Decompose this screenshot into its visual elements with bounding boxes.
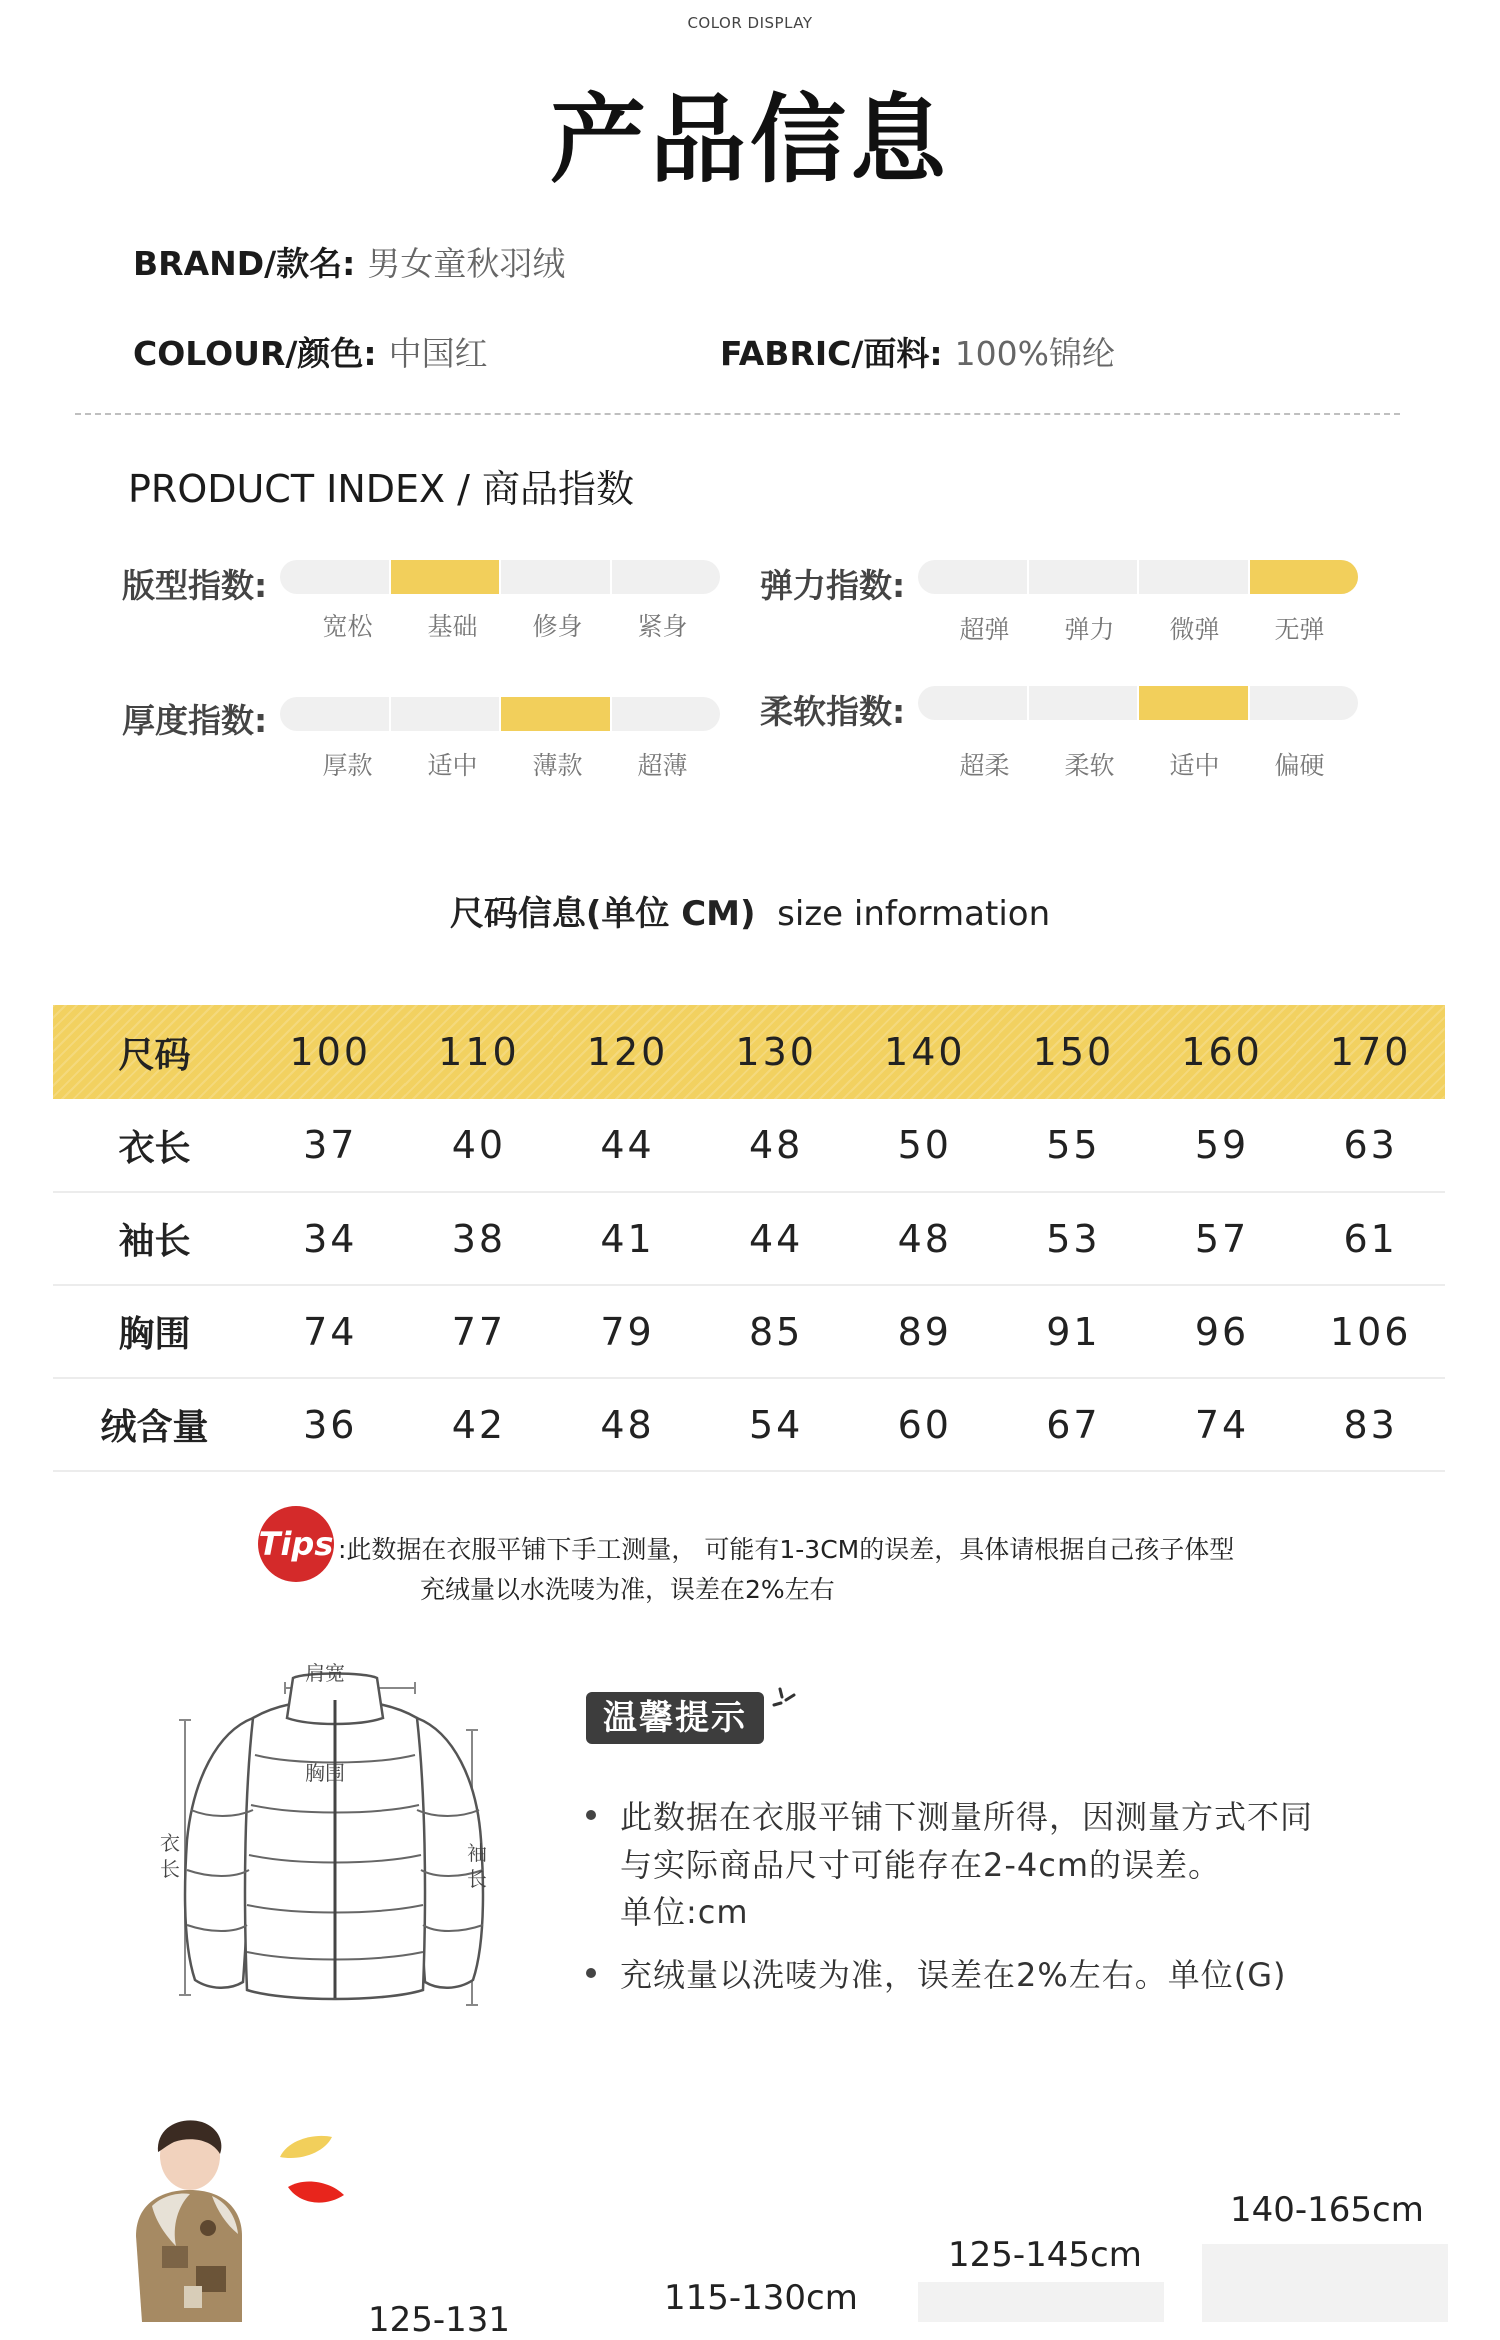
tips-text-line2: 充绒量以水洗唛为准，误差在2%左右 [420,1575,835,1604]
index-tick: 偏硬 [1274,751,1325,780]
index-tick: 超弹 [959,615,1010,644]
brand-row [133,238,565,285]
index-tick: 弹力 [1064,615,1115,644]
table-cell: 67 [1046,1402,1101,1447]
table-cell: 79 [600,1309,655,1354]
height-range-label: 125-145cm [948,2235,1142,2275]
index-tick: 宽松 [322,612,373,641]
brand-value: 男女童秋羽绒 [367,244,566,283]
index-tick: 修身 [532,612,583,641]
size-info-heading [0,886,1500,935]
product-index-title: PRODUCT INDEX / 商品指数 [128,467,635,511]
table-cell: 44 [600,1123,655,1167]
index-tick: 紧身 [637,612,688,641]
table-cell: 89 [897,1309,952,1354]
warm-tip-line: 此数据在衣服平铺下测量所得，因测量方式不同 [620,1798,1314,1836]
diagram-sleeve-label-top: 袖 [467,1841,487,1865]
table-cell: 63 [1343,1123,1398,1167]
table-cell: 106 [1329,1309,1412,1354]
index-tick: 柔软 [1064,751,1115,780]
index-segment [1250,686,1359,720]
bullet-dot [586,1810,596,1820]
header-cell: 140 [884,1030,966,1074]
table-cell: 42 [451,1402,507,1447]
index-segment [1139,686,1250,720]
softness-index-ticks [932,746,1352,782]
bullet-dot [586,1968,596,1978]
thickness-index-ticks [295,746,715,782]
sparkle-icon [770,1685,800,1715]
table-row [53,1099,1445,1192]
height-range-label: 140-165cm [1230,2190,1424,2230]
tips-text-line1: :此数据在衣服平铺下手工测量， 可能有1-3CM的误差，具体请根据自己孩子体型 [338,1535,1235,1564]
index-segment [1029,560,1140,594]
header-cell: 130 [735,1030,817,1074]
height-range-label: 115-130cm [664,2278,858,2318]
index-segment [280,697,391,731]
warm-tip-line: 单位:cm [620,1893,749,1931]
fabric-label: FABRIC/面料: [720,334,943,373]
table-cell: 41 [600,1216,655,1261]
table-cell: 54 [749,1402,804,1447]
colour-value: 中国红 [388,334,488,373]
index-tick: 微弹 [1169,615,1220,644]
index-segment [501,697,612,731]
index-tick: 基础 [427,612,478,641]
index-tick: 适中 [427,751,478,780]
colour-label: COLOUR/颜色: [133,334,377,373]
table-cell: 53 [1046,1216,1101,1261]
table-cell: 60 [897,1402,952,1447]
table-cell: 48 [749,1123,804,1167]
elastic-index-bar [918,560,1358,594]
fit-index-bar [280,560,720,594]
dashed-divider [75,413,1400,415]
index-tick: 适中 [1169,751,1220,780]
table-cell: 34 [303,1216,358,1261]
fabric-value: 100%锦纶 [954,334,1115,373]
index-segment [918,560,1029,594]
size-table [53,1005,1445,1472]
table-cell: 50 [897,1123,952,1167]
table-cell: 96 [1194,1309,1250,1354]
child-model-photo [122,2116,242,2322]
page-title: 产品信息 [550,84,950,196]
diagram-chest-label: 胸围 [305,1761,345,1785]
softness-index-label: 柔软指数: [760,692,906,731]
height-step-block [918,2282,1164,2322]
index-segment [280,560,391,594]
elastic-index-ticks [932,610,1352,646]
row-label: 衣长 [118,1127,191,1169]
warm-tip-line: 与实际商品尺寸可能存在2-4cm的误差。 [620,1846,1222,1884]
header-cell: 160 [1181,1030,1263,1074]
index-segment [612,697,721,731]
row-label: 绒含量 [100,1407,209,1448]
softness-index-bar [918,686,1358,720]
table-cell: 48 [600,1402,655,1447]
table-cell: 59 [1194,1123,1250,1167]
index-segment [391,697,502,731]
fit-index-ticks [295,607,715,643]
table-cell: 74 [303,1309,358,1354]
header-cell: 尺码 [118,1034,191,1076]
index-segment [918,686,1029,720]
warm-tip-line: 充绒量以洗唛为准，误差在2%左右。单位(G) [620,1956,1287,1994]
header-cell: 170 [1329,1030,1412,1074]
index-tick: 超柔 [959,751,1010,780]
table-cell: 83 [1343,1402,1398,1447]
diagram-shoulder-label: 肩宽 [305,1661,345,1685]
diagram-sleeve-label-bottom: 长 [467,1867,487,1891]
table-cell: 77 [451,1309,507,1354]
tips-badge: Tips [258,1506,334,1582]
warm-tips-badge: 温馨提示 [586,1692,764,1744]
fabric-row [720,328,1115,375]
index-segment [391,560,502,594]
table-cell: 91 [1046,1309,1101,1354]
table-cell: 48 [897,1216,952,1261]
colour-row [133,328,488,375]
height-range-label: 125-131 [368,2300,511,2340]
index-segment [612,560,721,594]
index-tick: 厚款 [322,751,373,780]
thickness-index-label: 厚度指数: [122,701,268,740]
table-row [53,1285,1445,1378]
size-heading-cn: 尺码信息(单位 CM) [449,894,756,934]
table-cell: 38 [451,1216,507,1261]
index-tick: 超薄 [637,751,688,780]
table-cell: 36 [303,1402,358,1447]
index-segment [1139,560,1250,594]
diagram-length-label-top: 衣 [160,1831,180,1855]
table-cell: 37 [303,1123,358,1167]
height-step-block [1202,2244,1448,2322]
table-row [53,1192,1445,1285]
jacket-measurement-diagram [155,1660,495,2010]
table-cell: 57 [1194,1216,1250,1261]
row-label: 胸围 [118,1314,191,1355]
index-tick: 无弹 [1274,615,1325,644]
row-label: 袖长 [118,1221,191,1262]
table-row [53,1378,1445,1471]
size-header-row [53,1005,1445,1099]
index-segment [1250,560,1359,594]
index-segment [1029,686,1140,720]
yellow-leaf-icon [276,2133,336,2161]
size-heading-en: size information [777,894,1051,934]
index-tick: 薄款 [532,751,583,780]
table-cell: 44 [749,1216,804,1261]
header-cell: 110 [438,1030,520,1074]
fit-index-label: 版型指数: [122,566,268,605]
index-segment [501,560,612,594]
table-cell: 40 [451,1123,507,1167]
header-cell: 120 [586,1030,669,1074]
section-eyebrow: COLOR DISPLAY [687,14,813,32]
brand-label: BRAND/款名: [133,244,356,283]
thickness-index-bar [280,697,720,731]
table-cell: 61 [1343,1216,1398,1261]
table-cell: 85 [749,1309,804,1354]
header-cell: 100 [289,1030,372,1074]
elastic-index-label: 弹力指数: [760,566,906,605]
diagram-length-label-bottom: 长 [160,1857,180,1881]
red-leaf-icon [286,2177,346,2209]
header-cell: 150 [1032,1030,1115,1074]
table-cell: 55 [1046,1123,1101,1167]
table-cell: 74 [1194,1402,1250,1447]
